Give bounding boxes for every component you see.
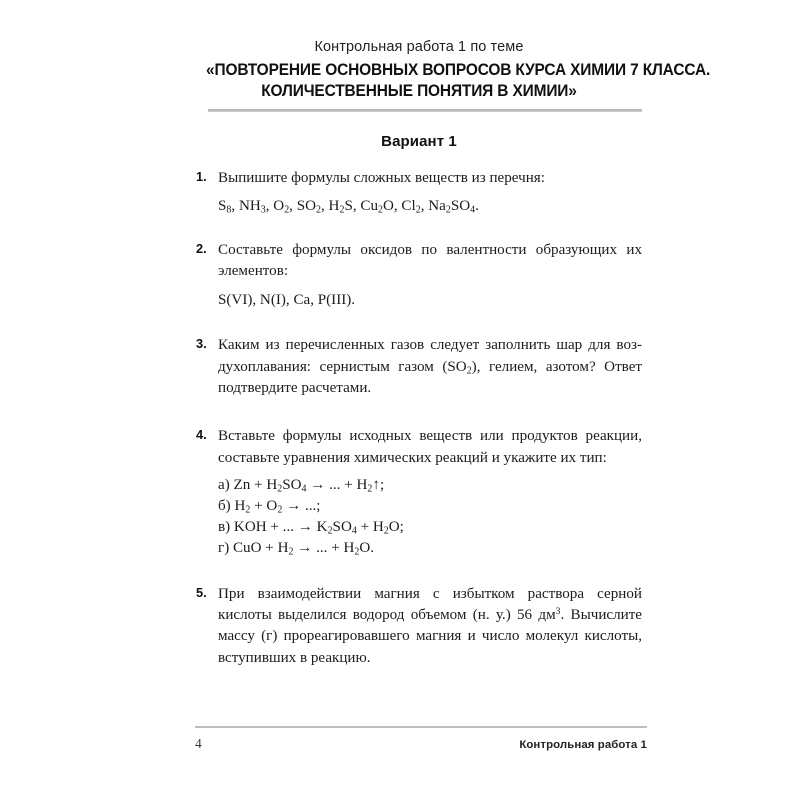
task-formula: $S_8$, $NH_3$, $O_2$, $SO_2$, $H_2S$, $Cu_2O$, $Cl_2$, $Na_2SO_4$.	[218, 198, 479, 216]
page-title-line-1: «ПОВТОРЕНИЕ ОСНОВНЫХ ВОПРОСОВ КУРСА ХИМИИ 7 КЛАССА.	[206, 60, 711, 79]
task-subitem: б) $H_2 + O_2$ → ...;	[218, 498, 321, 516]
task-item	[196, 168, 642, 218]
task-subitem: в) KOH + ... → $K_2SO_4 + H_2O$;	[218, 518, 404, 537]
task-formula: S(VI), N(I), Ca, P(III).	[218, 291, 356, 308]
page-number: 4	[195, 736, 202, 751]
task-text: Каким из перечисленных газов следует заполнить шар для воздухоплавания: сернистым газом $(SO_2)$, гелием, азотом? Ответ подтвердите расчетами.	[218, 337, 642, 396]
task-item	[196, 426, 642, 558]
task-number: 5.	[196, 584, 207, 600]
footer-label: Контрольная работа 1	[519, 739, 647, 751]
page-title-line-2: КОЛИЧЕСТВЕННЫЕ ПОНЯТИЯ В ХИМИИ»	[261, 81, 577, 100]
header-subtitle: Контрольная работа 1 по теме	[314, 39, 524, 55]
task-number: 3.	[196, 336, 207, 352]
task-subitem: г) CuO + $H_2$ → ... + $H_2O$.	[218, 539, 375, 558]
page-header	[196, 38, 711, 102]
task-number: 4.	[196, 427, 207, 443]
page-title	[206, 60, 711, 103]
task-item	[196, 584, 642, 670]
task-number: 1.	[196, 169, 207, 184]
task-item	[196, 240, 642, 311]
header-divider	[208, 109, 642, 112]
page-footer	[195, 736, 647, 752]
task-text: Вставьте формулы исходных веществ или продуктов реакции, составьте уравнения химических реакций и укажите их тип:	[218, 428, 642, 466]
task-text: При взаимодействии магния с избытком раствора серной кислоты выделился водород объемом (н. у.) 56 $дм^3$. Вычислите массу (г) прореагировавшего магния и число молекул кислоты, вступивших в реакцию.	[218, 585, 642, 666]
variant-heading: Вариант 1	[381, 133, 457, 150]
task-text: Составьте формулы оксидов по валентности образующих их элементов:	[218, 241, 642, 280]
task-subitem-list	[218, 475, 642, 558]
task-item	[196, 335, 642, 399]
footer-divider	[195, 726, 647, 728]
task-number: 2.	[196, 240, 207, 256]
task-list	[196, 168, 642, 669]
task-text: Выпишите формулы сложных веществ из перечня:	[218, 170, 545, 186]
task-subitem: а) $Zn + H_2SO_4$ → ... + $H_2↑$;	[218, 477, 385, 495]
